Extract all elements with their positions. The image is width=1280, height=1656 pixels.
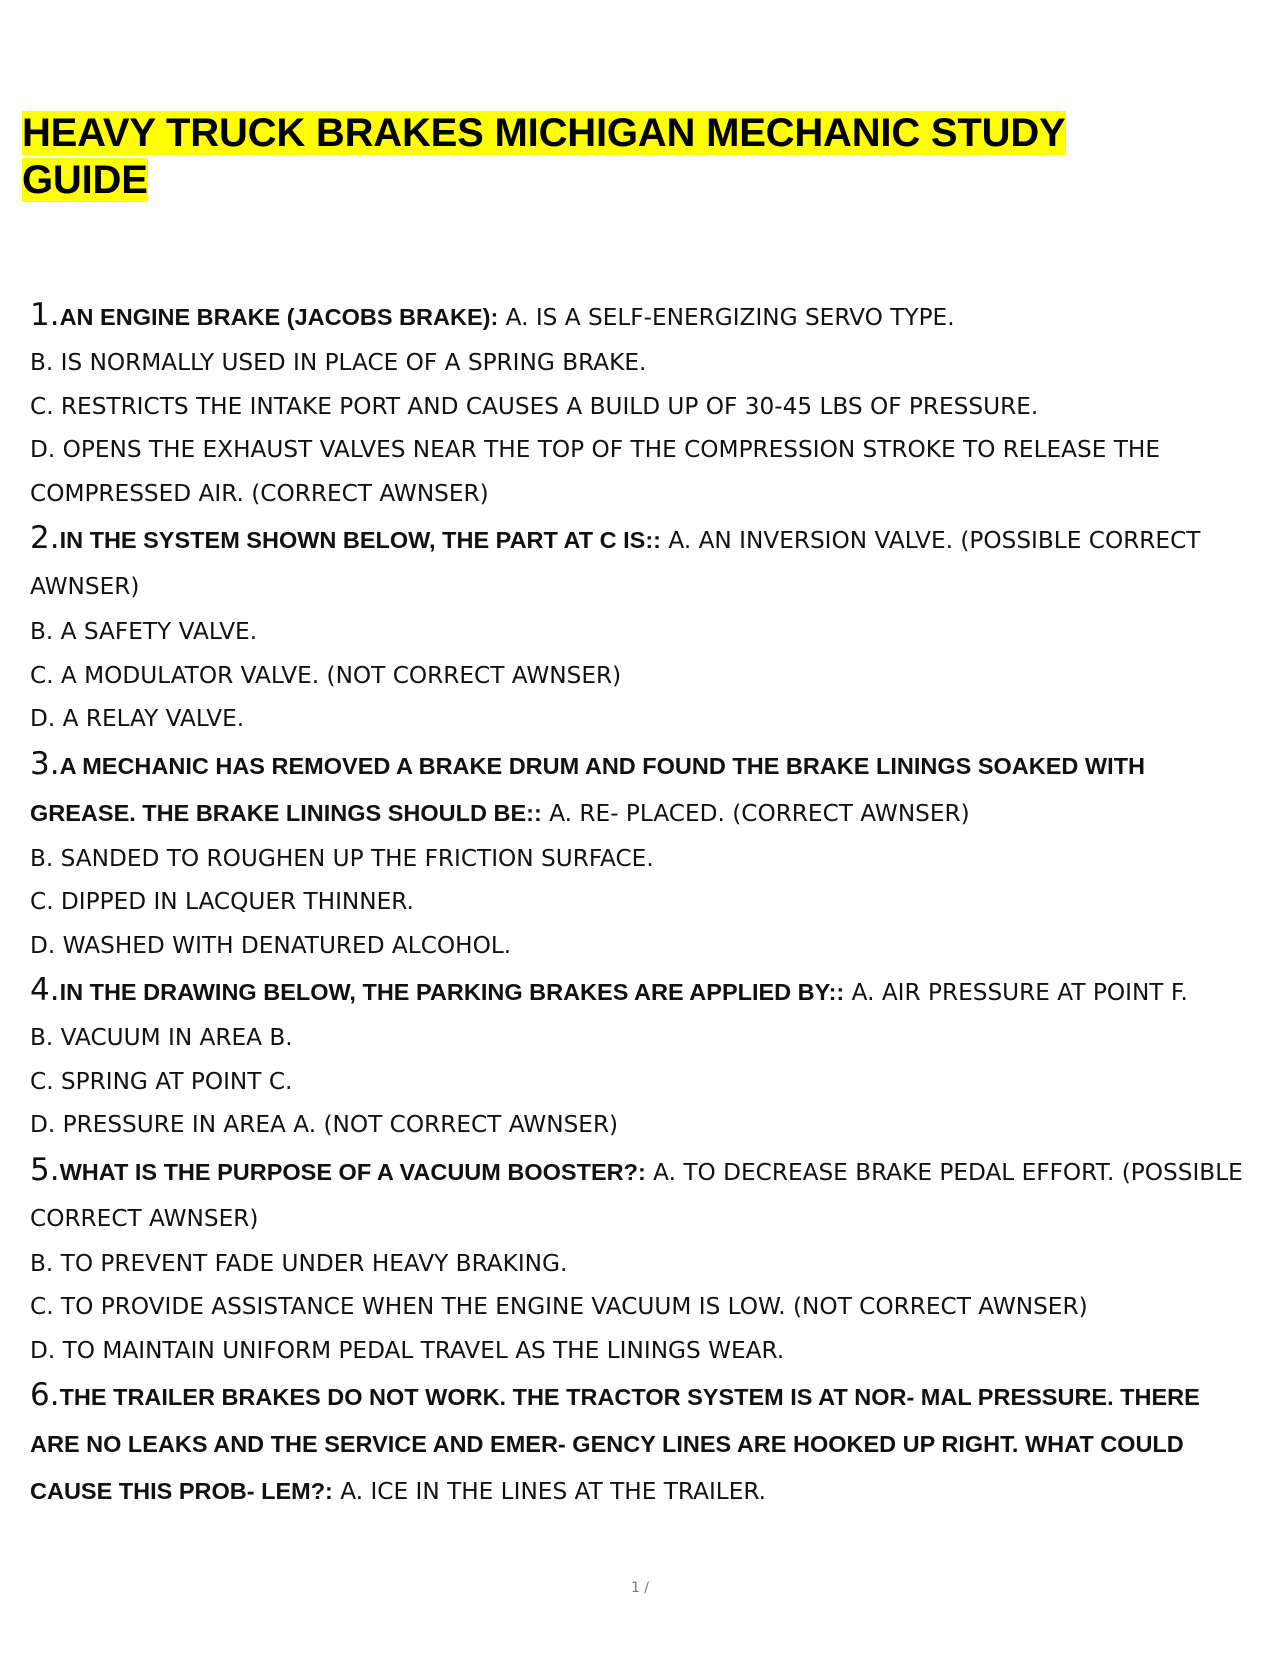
answer-option: A. TO DECREASE BRAKE PEDAL EFFORT. (POSSIBLE CORRECT AWNSER) [30, 1158, 1243, 1232]
answer-option: D. A RELAY VALVE. [30, 705, 245, 732]
question-number: 1. [30, 297, 60, 333]
answer-option: B. A SAFETY VALVE. [30, 618, 258, 645]
answer-option: D. WASHED WITH DENATURED ALCOHOL. [30, 931, 512, 959]
question-line [30, 292, 1255, 341]
answer-option: C. SPRING AT POINT C. [30, 1067, 293, 1095]
answer-option: A. AN INVERSION VALVE. (POSSIBLE CORRECT AWNSER) [30, 527, 1201, 600]
question-text: IN THE SYSTEM SHOWN BELOW, THE PART AT C IS:: [59, 527, 661, 553]
question-line [30, 515, 1255, 610]
answer-option: A. IS A SELF-ENERGIZING SERVO TYPE. [505, 304, 955, 331]
answer-option: C. A MODULATOR VALVE. (NOT CORRECT AWNSER) [30, 661, 622, 689]
question-block [30, 741, 1255, 968]
question-line [30, 1372, 1255, 1515]
question-block [30, 967, 1255, 1147]
question-line [30, 1147, 1255, 1242]
question-number: 2. [30, 520, 60, 556]
question-number: 5. [30, 1151, 60, 1188]
question-text: A MECHANIC HAS REMOVED A BRAKE DRUM AND FOUND THE BRAKE LININGS SOAKED WITH GREASE. THE BRAKE LININGS SHOULD BE:: [30, 752, 1145, 826]
question-text: WHAT IS THE PURPOSE OF A VACUUM BOOSTER?: [59, 1158, 646, 1185]
answer-option: D. OPENS THE EXHAUST VALVES NEAR THE TOP OF THE COMPRESSION STROKE TO RELEASE THE COMPRESSED AIR. (CORRECT AWNSER) [30, 436, 1160, 507]
question-number: 6. [30, 1377, 60, 1413]
answer-option: C. TO PROVIDE ASSISTANCE WHEN THE ENGINE VACUUM IS LOW. (NOT CORRECT AWNSER) [30, 1293, 1088, 1320]
answer-option: A. AIR PRESSURE AT POINT F. [851, 979, 1188, 1006]
question-block [30, 515, 1255, 741]
answer-option: D. TO MAINTAIN UNIFORM PEDAL TRAVEL AS THE LININGS WEAR. [30, 1336, 785, 1364]
answer-option: A. RE- PLACED. (CORRECT AWNSER) [549, 799, 970, 827]
answer-option: B. SANDED TO ROUGHEN UP THE FRICTION SURFACE. [30, 844, 654, 872]
answer-option: C. DIPPED IN LACQUER THINNER. [30, 888, 414, 915]
answer-option: B. IS NORMALLY USED IN PLACE OF A SPRING BRAKE. [30, 349, 647, 376]
question-block [30, 1147, 1255, 1373]
question-text: AN ENGINE BRAKE (JACOBS BRAKE): [59, 304, 499, 330]
answer-option: B. VACUUM IN AREA B. [30, 1024, 293, 1051]
question-number: 3. [30, 745, 60, 782]
question-text: THE TRAILER BRAKES DO NOT WORK. THE TRACTOR SYSTEM IS AT NOR- MAL PRESSURE. THERE ARE NO LEAKS AND THE SERVICE AND EMER- GENCY LINES ARE HOOKED UP RIGHT. WHAT COULD CAUSE THIS PROB- LEM?: [30, 1384, 1200, 1504]
question-line [30, 967, 1255, 1016]
question-block [30, 1372, 1255, 1515]
answer-option: B. TO PREVENT FADE UNDER HEAVY BRAKING. [30, 1249, 568, 1277]
answer-option: D. PRESSURE IN AREA A. (NOT CORRECT AWNSER) [30, 1111, 619, 1138]
question-text: IN THE DRAWING BELOW, THE PARKING BRAKES ARE APPLIED BY:: [59, 979, 845, 1005]
question-list [30, 292, 1255, 1515]
page-number: 1 / [630, 1580, 650, 1596]
question-line [30, 741, 1255, 837]
question-number: 4. [30, 972, 60, 1008]
title-highlight: HEAVY TRUCK BRAKES MICHIGAN MECHANIC STUDY GUIDE [22, 111, 1066, 202]
answer-option: A. ICE IN THE LINES AT THE TRAILER. [340, 1478, 767, 1505]
answer-option: C. RESTRICTS THE INTAKE PORT AND CAUSES A BUILD UP OF 30-45 LBS OF PRESSURE. [30, 392, 1039, 420]
document-title [22, 110, 1152, 204]
question-block [30, 292, 1255, 515]
